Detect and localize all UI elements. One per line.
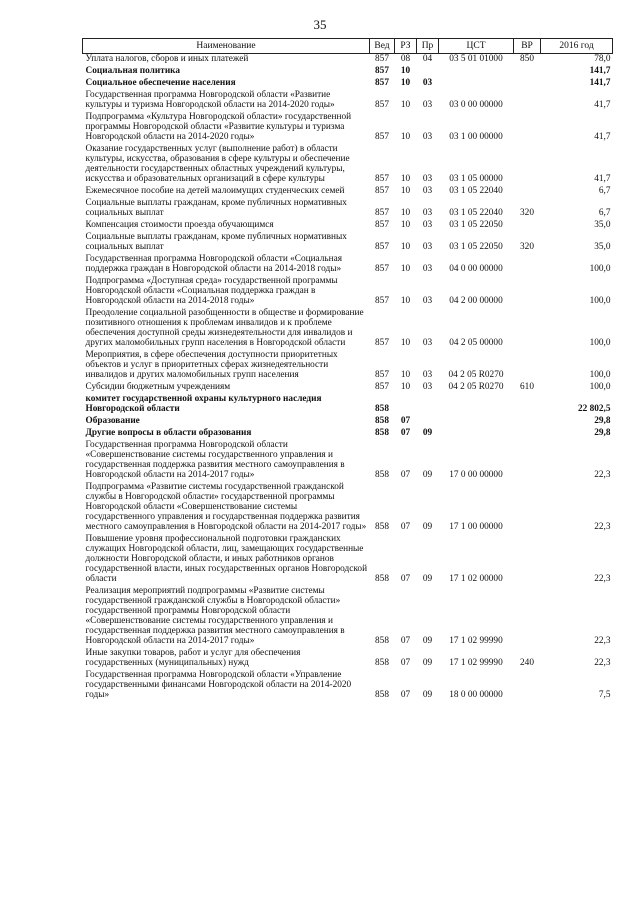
table-row — [83, 382, 613, 394]
cell-ved: 857 — [375, 338, 389, 348]
cell-pr — [417, 416, 439, 428]
cell-cst: 17 0 00 00000 — [449, 470, 503, 480]
cell-ved: 858 — [375, 416, 389, 426]
cell-name: Реализация мероприятий подпрограммы «Развитие системы государственной гражданской службы в Новгородской области» государственной программы Новгородской области «Совершенствование системы государственного управления и государственная поддержка развития местного самоуправления в Новгородской области на 2014-2017 годы» — [85, 586, 345, 646]
cell-cst: 17 1 00 00000 — [449, 522, 503, 532]
cell-name: Государственная программа Новгородской области «Развитие культуры и туризма Новгородской области на 2014-2020 годы» — [85, 90, 335, 110]
cell-name: Образование — [85, 416, 140, 426]
cell-sum: 141,7 — [589, 78, 611, 88]
cell-pr: 03 — [422, 370, 433, 380]
table-row — [83, 254, 613, 276]
cell-pr: 03 — [422, 338, 433, 348]
cell-pr: 03 — [422, 132, 433, 142]
cell-name: Оказание государственных услуг (выполнение работ) в области культуры, искусства, образования в сфере культуры и обеспечение деятельности государственных областных учреждений культуры, искусства и образовательных организаций в сфере культуры — [85, 144, 350, 184]
cell-vr: 240 — [520, 658, 534, 668]
table-row — [83, 648, 613, 670]
cell-name: Уплата налогов, сборов и иных платежей — [85, 54, 249, 64]
cell-sum: 35,0 — [594, 242, 611, 252]
cell-vr — [514, 186, 541, 198]
cell-ved: 858 — [375, 636, 389, 646]
cell-sum: 100,0 — [589, 370, 611, 380]
cell-rz: 10 — [400, 338, 411, 348]
cell-vr: 610 — [520, 382, 534, 392]
cell-rz: 10 — [400, 186, 411, 196]
cell-sum: 6,7 — [598, 186, 611, 196]
cell-name: Преодоление социальной разобщенности в обществе и формирование позитивного отношения к проблемам инвалидов и к проблеме обеспечения доступной среды жизнедеятельности для инвалидов и других маломобильных групп населения в Новгородской области — [85, 308, 364, 348]
cell-rz: 10 — [400, 296, 411, 306]
header-pr: Пр — [417, 39, 439, 54]
cell-name: Социальные выплаты гражданам, кроме публичных нормативных социальных выплат — [85, 232, 347, 252]
table-row — [83, 276, 613, 308]
cell-sum: 100,0 — [589, 296, 611, 306]
table-header-row — [83, 39, 613, 54]
cell-ved: 858 — [375, 404, 389, 414]
cell-pr: 09 — [422, 636, 433, 646]
header-rz: РЗ — [395, 39, 417, 54]
cell-sum: 100,0 — [589, 338, 611, 348]
table-row — [83, 308, 613, 350]
cell-pr — [417, 394, 439, 416]
cell-ved: 858 — [375, 428, 389, 438]
cell-pr: 03 — [422, 100, 433, 110]
cell-vr — [514, 428, 541, 440]
table-row — [83, 534, 613, 586]
cell-pr: 09 — [422, 522, 433, 532]
cell-rz: 10 — [400, 100, 411, 110]
table-row — [83, 586, 613, 648]
cell-sum: 6,7 — [598, 208, 611, 218]
cell-rz: 10 — [400, 174, 411, 184]
cell-sum: 22,3 — [594, 470, 611, 480]
cell-ved: 858 — [375, 522, 389, 532]
cell-rz: 08 — [400, 54, 411, 64]
cell-vr — [514, 440, 541, 482]
cell-cst: 18 0 00 00000 — [449, 690, 503, 700]
cell-rz: 10 — [400, 78, 411, 88]
cell-pr — [417, 66, 439, 78]
cell-rz: 10 — [400, 264, 411, 274]
cell-pr: 09 — [422, 658, 433, 668]
cell-vr: 320 — [520, 242, 534, 252]
cell-pr: 03 — [422, 264, 433, 274]
table-row — [83, 186, 613, 198]
cell-name: Социальные выплаты гражданам, кроме публичных нормативных социальных выплат — [85, 198, 347, 218]
cell-pr: 09 — [422, 574, 433, 584]
cell-vr — [514, 112, 541, 144]
cell-ved: 857 — [375, 382, 389, 392]
cell-name: Повышение уровня профессиональной подготовки гражданских служащих Новгородской области, лиц, замещающих государственные должности Новгородской области, и иных работников органов государственной власти, иных государственных органов Новгородской области — [85, 534, 368, 584]
cell-ved: 857 — [375, 186, 389, 196]
header-cst: ЦСТ — [439, 39, 514, 54]
cell-vr — [514, 416, 541, 428]
cell-ved: 858 — [375, 470, 389, 480]
cell-vr: 850 — [520, 54, 534, 64]
cell-rz: 07 — [400, 658, 411, 668]
cell-cst: 04 0 00 00000 — [449, 264, 503, 274]
cell-sum: 22,3 — [594, 574, 611, 584]
cell-rz — [395, 394, 417, 416]
table-row — [83, 232, 613, 254]
cell-cst — [439, 78, 514, 90]
table-row — [83, 350, 613, 382]
table-row — [83, 440, 613, 482]
cell-ved: 857 — [375, 220, 389, 230]
cell-rz: 10 — [400, 382, 411, 392]
cell-sum: 29,8 — [594, 416, 611, 426]
header-ved: Вед — [370, 39, 395, 54]
cell-rz: 07 — [400, 522, 411, 532]
cell-pr: 09 — [422, 470, 433, 480]
cell-vr — [514, 144, 541, 186]
cell-pr: 03 — [422, 220, 433, 230]
cell-cst: 03 5 01 01000 — [449, 54, 503, 64]
cell-ved: 857 — [375, 54, 389, 64]
cell-name: Государственная программа Новгородской области «Совершенствование системы государственного управления и государственная поддержка развития местного самоуправления в Новгородской области на 2014-2017 годы» — [85, 440, 345, 480]
table-row — [83, 670, 613, 702]
cell-vr — [514, 276, 541, 308]
cell-cst: 04 2 05 00000 — [449, 338, 503, 348]
page-number: 35 — [313, 17, 327, 32]
cell-name: Подпрограмма «Развитие системы государственной гражданской службы в Новгородской области» государственной программы Новгородской области «Совершенствование системы государственного управления и государственная поддержка развития местного самоуправления в Новгородской области на 2014-2017 годы» — [85, 482, 367, 532]
cell-cst: 03 1 00 00000 — [449, 132, 503, 142]
table-row — [83, 428, 613, 440]
cell-rz: 07 — [400, 416, 411, 426]
cell-name: Подпрограмма «Доступная среда» государственной программы Новгородской области «Социальная поддержка граждан в Новгородской области на 2014-2018 годы» — [85, 276, 338, 306]
header-vr: ВР — [514, 39, 541, 54]
cell-pr: 09 — [422, 690, 433, 700]
cell-rz: 10 — [400, 242, 411, 252]
table-row — [83, 416, 613, 428]
cell-vr: 320 — [520, 208, 534, 218]
cell-ved: 857 — [375, 208, 389, 218]
cell-vr — [514, 90, 541, 112]
cell-cst: 04 2 05 R0270 — [448, 370, 504, 380]
cell-vr — [514, 350, 541, 382]
cell-sum: 22 802,5 — [577, 404, 611, 414]
cell-rz: 10 — [400, 220, 411, 230]
cell-pr: 03 — [422, 382, 433, 392]
cell-pr: 03 — [422, 208, 433, 218]
cell-vr — [514, 254, 541, 276]
cell-cst — [439, 416, 514, 428]
cell-ved: 857 — [375, 242, 389, 252]
cell-sum: 29,8 — [594, 428, 611, 438]
cell-vr — [514, 482, 541, 534]
cell-cst: 03 1 05 22050 — [449, 242, 503, 252]
cell-rz: 07 — [400, 574, 411, 584]
budget-table — [82, 38, 613, 702]
cell-cst — [439, 394, 514, 416]
cell-vr — [514, 66, 541, 78]
header-name: Наименование — [83, 39, 370, 54]
cell-sum: 41,7 — [594, 100, 611, 110]
cell-name: Государственная программа Новгородской области «Управление государственными финансами Новгородской области на 2014-2020 годы» — [85, 670, 352, 700]
cell-ved: 857 — [375, 264, 389, 274]
cell-pr: 03 — [422, 78, 433, 88]
cell-ved: 857 — [375, 370, 389, 380]
cell-name: Компенсация стоимости проезда обучающимся — [85, 220, 274, 230]
cell-ved: 857 — [375, 174, 389, 184]
cell-name: Мероприятия, в сфере обеспечения доступности приоритетных объектов и услуг в приоритетных сферах жизнедеятельности инвалидов и других маломобильных групп населения — [85, 350, 338, 380]
cell-rz: 10 — [400, 132, 411, 142]
cell-cst: 17 1 02 99990 — [449, 636, 503, 646]
cell-rz: 07 — [400, 428, 411, 438]
cell-name: Иные закупки товаров, работ и услуг для обеспечения государственных (муниципальных) нужд — [85, 648, 301, 668]
header-year: 2016 год — [541, 39, 613, 54]
cell-rz: 10 — [400, 66, 411, 76]
cell-vr — [514, 534, 541, 586]
cell-pr: 03 — [422, 242, 433, 252]
cell-ved: 858 — [375, 658, 389, 668]
cell-sum: 141,7 — [589, 66, 611, 76]
cell-sum: 100,0 — [589, 382, 611, 392]
cell-pr: 04 — [422, 54, 433, 64]
cell-cst: 03 1 05 22050 — [449, 220, 503, 230]
cell-cst: 03 0 00 00000 — [449, 100, 503, 110]
cell-cst: 04 2 00 00000 — [449, 296, 503, 306]
table-row — [83, 78, 613, 90]
cell-pr: 03 — [422, 186, 433, 196]
table-row — [83, 66, 613, 78]
cell-pr: 09 — [422, 428, 433, 438]
cell-name: Подпрограмма «Культура Новгородской области» государственной программы Новгородской области «Развитие культуры и туризма Новгородской области на 2014-2020 годы» — [85, 112, 352, 142]
cell-name: Государственная программа Новгородской области «Социальная поддержка граждан в Новгородской области на 2014-2018 годы» — [85, 254, 343, 274]
table-row — [83, 198, 613, 220]
cell-name: комитет государственной охраны культурного наследия Новгородской области — [85, 394, 322, 414]
cell-cst: 03 1 05 00000 — [449, 174, 503, 184]
table-row — [83, 144, 613, 186]
cell-sum: 41,7 — [594, 132, 611, 142]
cell-vr — [514, 78, 541, 90]
cell-ved: 857 — [375, 296, 389, 306]
table-row — [83, 54, 613, 67]
cell-ved: 857 — [375, 100, 389, 110]
cell-cst: 17 1 02 99990 — [449, 658, 503, 668]
cell-name: Субсидии бюджетным учреждениям — [85, 382, 231, 392]
cell-sum: 7,5 — [598, 690, 611, 700]
cell-vr — [514, 308, 541, 350]
cell-vr — [514, 394, 541, 416]
cell-rz: 07 — [400, 470, 411, 480]
cell-name: Ежемесячное пособие на детей малоимущих студенческих семей — [85, 186, 345, 196]
cell-sum: 35,0 — [594, 220, 611, 230]
cell-ved: 858 — [375, 574, 389, 584]
cell-ved: 857 — [375, 78, 389, 88]
cell-rz: 10 — [400, 370, 411, 380]
cell-sum: 22,3 — [594, 522, 611, 532]
cell-rz: 10 — [400, 208, 411, 218]
cell-sum: 41,7 — [594, 174, 611, 184]
cell-pr: 03 — [422, 296, 433, 306]
cell-cst: 17 1 02 00000 — [449, 574, 503, 584]
table-row — [83, 90, 613, 112]
cell-vr — [514, 670, 541, 702]
cell-name: Другие вопросы в области образования — [85, 428, 252, 438]
cell-cst: 04 2 05 R0270 — [448, 382, 504, 392]
cell-rz: 07 — [400, 636, 411, 646]
cell-sum: 22,3 — [594, 658, 611, 668]
cell-cst — [439, 428, 514, 440]
table-row — [83, 394, 613, 416]
cell-rz: 07 — [400, 690, 411, 700]
cell-ved: 858 — [375, 690, 389, 700]
cell-vr — [514, 586, 541, 648]
cell-pr: 03 — [422, 174, 433, 184]
table-row — [83, 220, 613, 232]
cell-ved: 857 — [375, 66, 389, 76]
cell-cst — [439, 66, 514, 78]
cell-vr — [514, 220, 541, 232]
cell-cst: 03 1 05 22040 — [449, 208, 503, 218]
cell-ved: 857 — [375, 132, 389, 142]
cell-cst: 03 1 05 22040 — [449, 186, 503, 196]
table-row — [83, 112, 613, 144]
cell-name: Социальное обеспечение населения — [85, 78, 236, 88]
cell-name: Социальная политика — [85, 66, 181, 76]
table-row — [83, 482, 613, 534]
cell-sum: 22,3 — [594, 636, 611, 646]
cell-sum: 100,0 — [589, 264, 611, 274]
cell-sum: 78,0 — [594, 54, 611, 64]
